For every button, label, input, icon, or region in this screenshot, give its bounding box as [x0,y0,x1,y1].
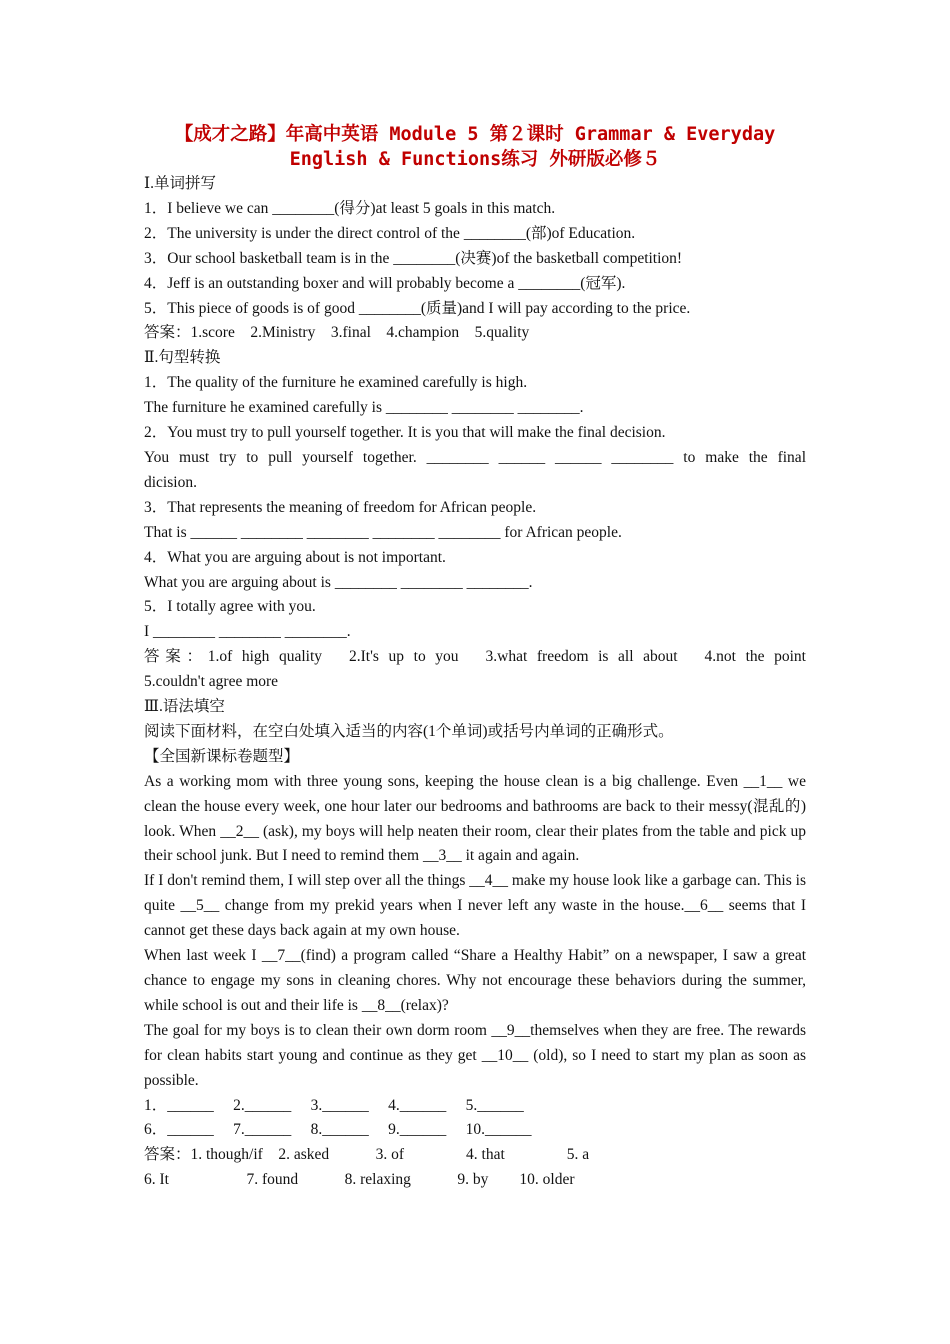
title-line-1: 【成才之路】年高中英语 Module 5 第２课时 Grammar & Everyday [174,124,776,145]
title-line-2: English & Functions练习 外研版必修５ [289,149,661,170]
question-line: I ________ ________ ________. [144,623,351,641]
passage-paragraph: The goal for my boys is to clean their own dorm room __9__themselves when they are free. The rewards for clean habits start young and continue as they get __10__ (old), so I need to start my plan as soon as possible. [144,1021,810,1089]
question-line: dicision. [144,473,197,491]
passage-paragraph: When last week I __7__(find) a program called “Share a Healthy Habit” on a newspaper, I saw a great chance to engage my sons in cleaning chores. Why not encourage these behaviors during the summer, while school is out and their life is __8__(relax)? [144,947,810,1014]
passage-paragraph: If I don't remind them, I will step over all the things __4__ make my house look like a garbage can. This is quite __5__ change from my prekid years when I never left any waste in the house.__6__ seems that I cannot get these days back again at my own house. [144,872,810,940]
answer-line: 答案：1. though/if 2. asked 3. of 4. that 5. a [144,1146,590,1164]
document-page [144,122,810,1193]
document-title [125,122,825,172]
section-heading: Ⅱ.句型转换 [144,349,221,367]
blank-row: 1．______ 2.______ 3.______ 4.______ 5.______ [144,1096,524,1114]
answer-line: 答案：1.of high quality 2.It's up to you 3.what freedom is all about 4.not the point [144,648,806,666]
blank-row: 6．______ 7.______ 8.______ 9.______ 10.______ [144,1121,532,1139]
question-item: 3．Our school basketball team is in the ________(决赛)of the basketball competition! [144,249,683,267]
answer-line: 5.couldn't agree more [144,673,279,691]
question-line: That is ______ ________ ________ ________ ________ for African people. [144,523,622,541]
section-grammar-fill [144,695,810,1193]
section-heading: Ⅲ.语法填空 [144,698,225,716]
question-line: What you are arguing about is ________ ________ ________. [144,573,533,591]
question-line: You must try to pull yourself together. ________ ______ ______ ________ to make the final [144,448,806,466]
question-line: 5．I totally agree with you. [144,598,316,616]
instruction: 阅读下面材料，在空白处填入适当的内容(1个单词)或括号内单词的正确形式。 [144,722,674,740]
question-line: 2．You must try to pull yourself together. It is you that will make the final decision. [144,424,666,442]
section-spelling [144,172,806,346]
section-sentence-transform [144,346,806,695]
question-line: The furniture he examined carefully is ________ ________ ________. [144,399,584,417]
question-item: 5．This piece of goods is of good ________(质量)and I will pay according to the price. [144,299,691,317]
answer-line: 6. It 7. found 8. relaxing 9. by 10. older [144,1171,575,1189]
question-item: 4．Jeff is an outstanding boxer and will probably become a ________(冠军). [144,274,626,292]
question-type-tag: 【全国新课标卷题型】 [144,747,300,765]
answer-line: 答案：1.score 2.Ministry 3.final 4.champion 5.quality [144,324,530,342]
question-item: 2．The university is under the direct control of the ________(部)of Education. [144,224,636,242]
question-line: 4．What you are arguing about is not important. [144,548,446,566]
passage-paragraph: As a working mom with three young sons, keeping the house clean is a big challenge. Even __1__ we clean the house every week, one hour later our bedrooms and bathrooms are back to their messy(混乱的) look. When __2__ (ask), my boys will help neaten their room, clear their plates from the table and pick up their school junk. But I need to remind them __3__ it again and again. [144,772,810,865]
question-line: 3．That represents the meaning of freedom for African people. [144,498,537,516]
section-heading: Ⅰ.单词拼写 [144,175,216,192]
question-line: 1．The quality of the furniture he examined carefully is high. [144,374,528,392]
question-item: 1．I believe we can ________(得分)at least 5 goals in this match. [144,199,556,217]
